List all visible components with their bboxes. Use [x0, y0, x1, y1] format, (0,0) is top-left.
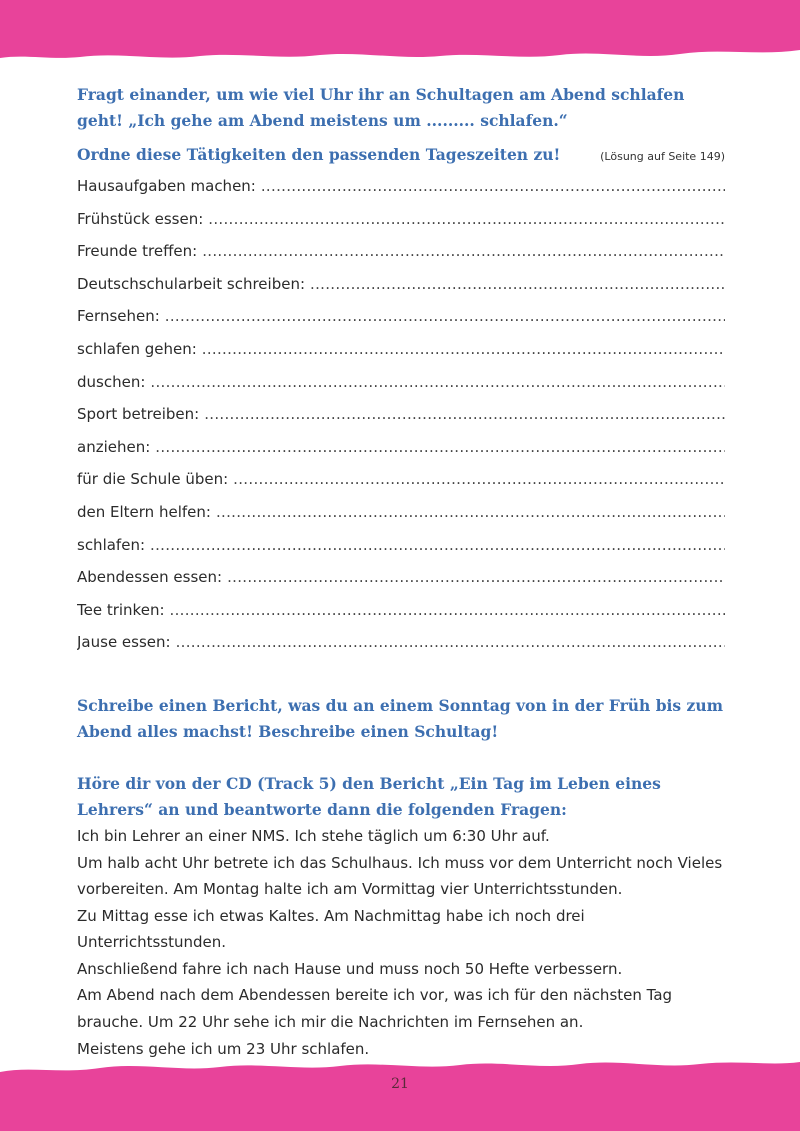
activity-label: Sport betreiben: — [77, 405, 200, 424]
solution-note: (Lösung auf Seite 149) — [600, 150, 725, 163]
activity-line — [77, 398, 725, 431]
answer-blank[interactable] — [155, 431, 725, 464]
activity-line — [77, 300, 725, 333]
answer-blank[interactable] — [261, 170, 725, 203]
activity-line — [77, 529, 725, 562]
teacher-report-text — [77, 823, 725, 1062]
activity-line — [77, 496, 725, 529]
activity-label: Frühstück essen: — [77, 209, 204, 228]
activity-label: schlafen: — [77, 535, 145, 554]
page-number: 21 — [391, 1076, 409, 1092]
worksheet-content — [77, 82, 725, 1062]
task4-heading: Höre dir von der CD (Track 5) den Bericht „Ein Tag im Leben eines Lehrers“ an und beantworte dann die folgenden Fragen: — [77, 773, 661, 819]
answer-blank[interactable] — [202, 333, 725, 366]
activity-line — [77, 594, 725, 627]
activity-label: für die Schule üben: — [77, 470, 229, 489]
activity-line — [77, 203, 725, 236]
activity-line — [77, 170, 725, 203]
activity-line — [77, 366, 725, 399]
activity-label: Hausaufgaben machen: — [77, 177, 256, 195]
activity-label: Deutschschularbeit schreiben: — [77, 274, 306, 293]
report-line: Meistens gehe ich um 23 Uhr schlafen. — [77, 1039, 370, 1058]
answer-blank[interactable] — [150, 529, 725, 562]
answer-blank[interactable] — [227, 561, 725, 594]
activity-line — [77, 431, 725, 464]
answer-blank[interactable] — [216, 496, 725, 529]
activity-list — [77, 170, 725, 659]
task3-heading: Schreibe einen Bericht, was du an einem Sonntag von in der Früh bis zum Abend alles machst! Beschreibe einen Schultag! — [77, 695, 724, 741]
report-line: Zu Mittag esse ich etwas Kaltes. Am Nachmittag habe ich noch drei Unterrichtsstunden. — [77, 906, 585, 952]
answer-blank[interactable] — [204, 398, 725, 431]
report-line: Um halb acht Uhr betrete ich das Schulhaus. Ich muss vor dem Unterricht noch Vieles vorbereiten. Am Montag halte ich am Vormittag vier Unterrichtsstunden. — [77, 853, 723, 899]
task2-heading-row — [77, 142, 725, 168]
answer-blank[interactable] — [233, 463, 725, 496]
activity-line — [77, 235, 725, 268]
answer-blank[interactable] — [176, 626, 725, 659]
report-line: Anschließend fahre ich nach Hause und muss noch 50 Hefte verbessern. — [77, 959, 623, 978]
answer-blank[interactable] — [150, 366, 725, 399]
activity-line — [77, 463, 725, 496]
report-line: Am Abend nach dem Abendessen bereite ich vor, was ich für den nächsten Tag brauche. Um 22 Uhr sehe ich mir die Nachrichten im Fernsehen an. — [77, 986, 673, 1032]
bottom-band-shape — [0, 1058, 800, 1131]
activity-label: anziehen: — [77, 437, 151, 456]
activity-label: Jause essen: — [77, 633, 171, 652]
activity-label: schlafen gehen: — [77, 339, 197, 358]
activity-label: duschen: — [77, 372, 146, 391]
answer-blank[interactable] — [170, 594, 725, 627]
activity-label: Freunde treffen: — [77, 242, 198, 261]
activity-label: Fernsehen: — [77, 307, 160, 326]
bottom-decorative-band — [0, 1058, 800, 1131]
report-line: Ich bin Lehrer an einer NMS. Ich stehe täglich um 6:30 Uhr auf. — [77, 826, 550, 845]
answer-blank[interactable] — [202, 235, 725, 268]
activity-line — [77, 333, 725, 366]
activity-label: den Eltern helfen: — [77, 502, 211, 521]
answer-blank[interactable] — [165, 300, 725, 333]
top-decorative-band — [0, 0, 800, 62]
activity-line — [77, 268, 725, 301]
task2-heading: Ordne diese Tätigkeiten den passenden Tageszeiten zu! — [77, 145, 561, 164]
task1-heading: Fragt einander, um wie viel Uhr ihr an Schultagen am Abend schlafen geht! „Ich gehe am Abend meistens um ......... schlafen.“ — [77, 85, 685, 130]
activity-label: Abendessen essen: — [77, 568, 223, 587]
activity-line — [77, 561, 725, 594]
activity-label: Tee trinken: — [77, 600, 165, 619]
answer-blank[interactable] — [310, 268, 725, 301]
activity-line — [77, 626, 725, 659]
top-band-shape — [0, 0, 800, 62]
answer-blank[interactable] — [208, 203, 725, 236]
